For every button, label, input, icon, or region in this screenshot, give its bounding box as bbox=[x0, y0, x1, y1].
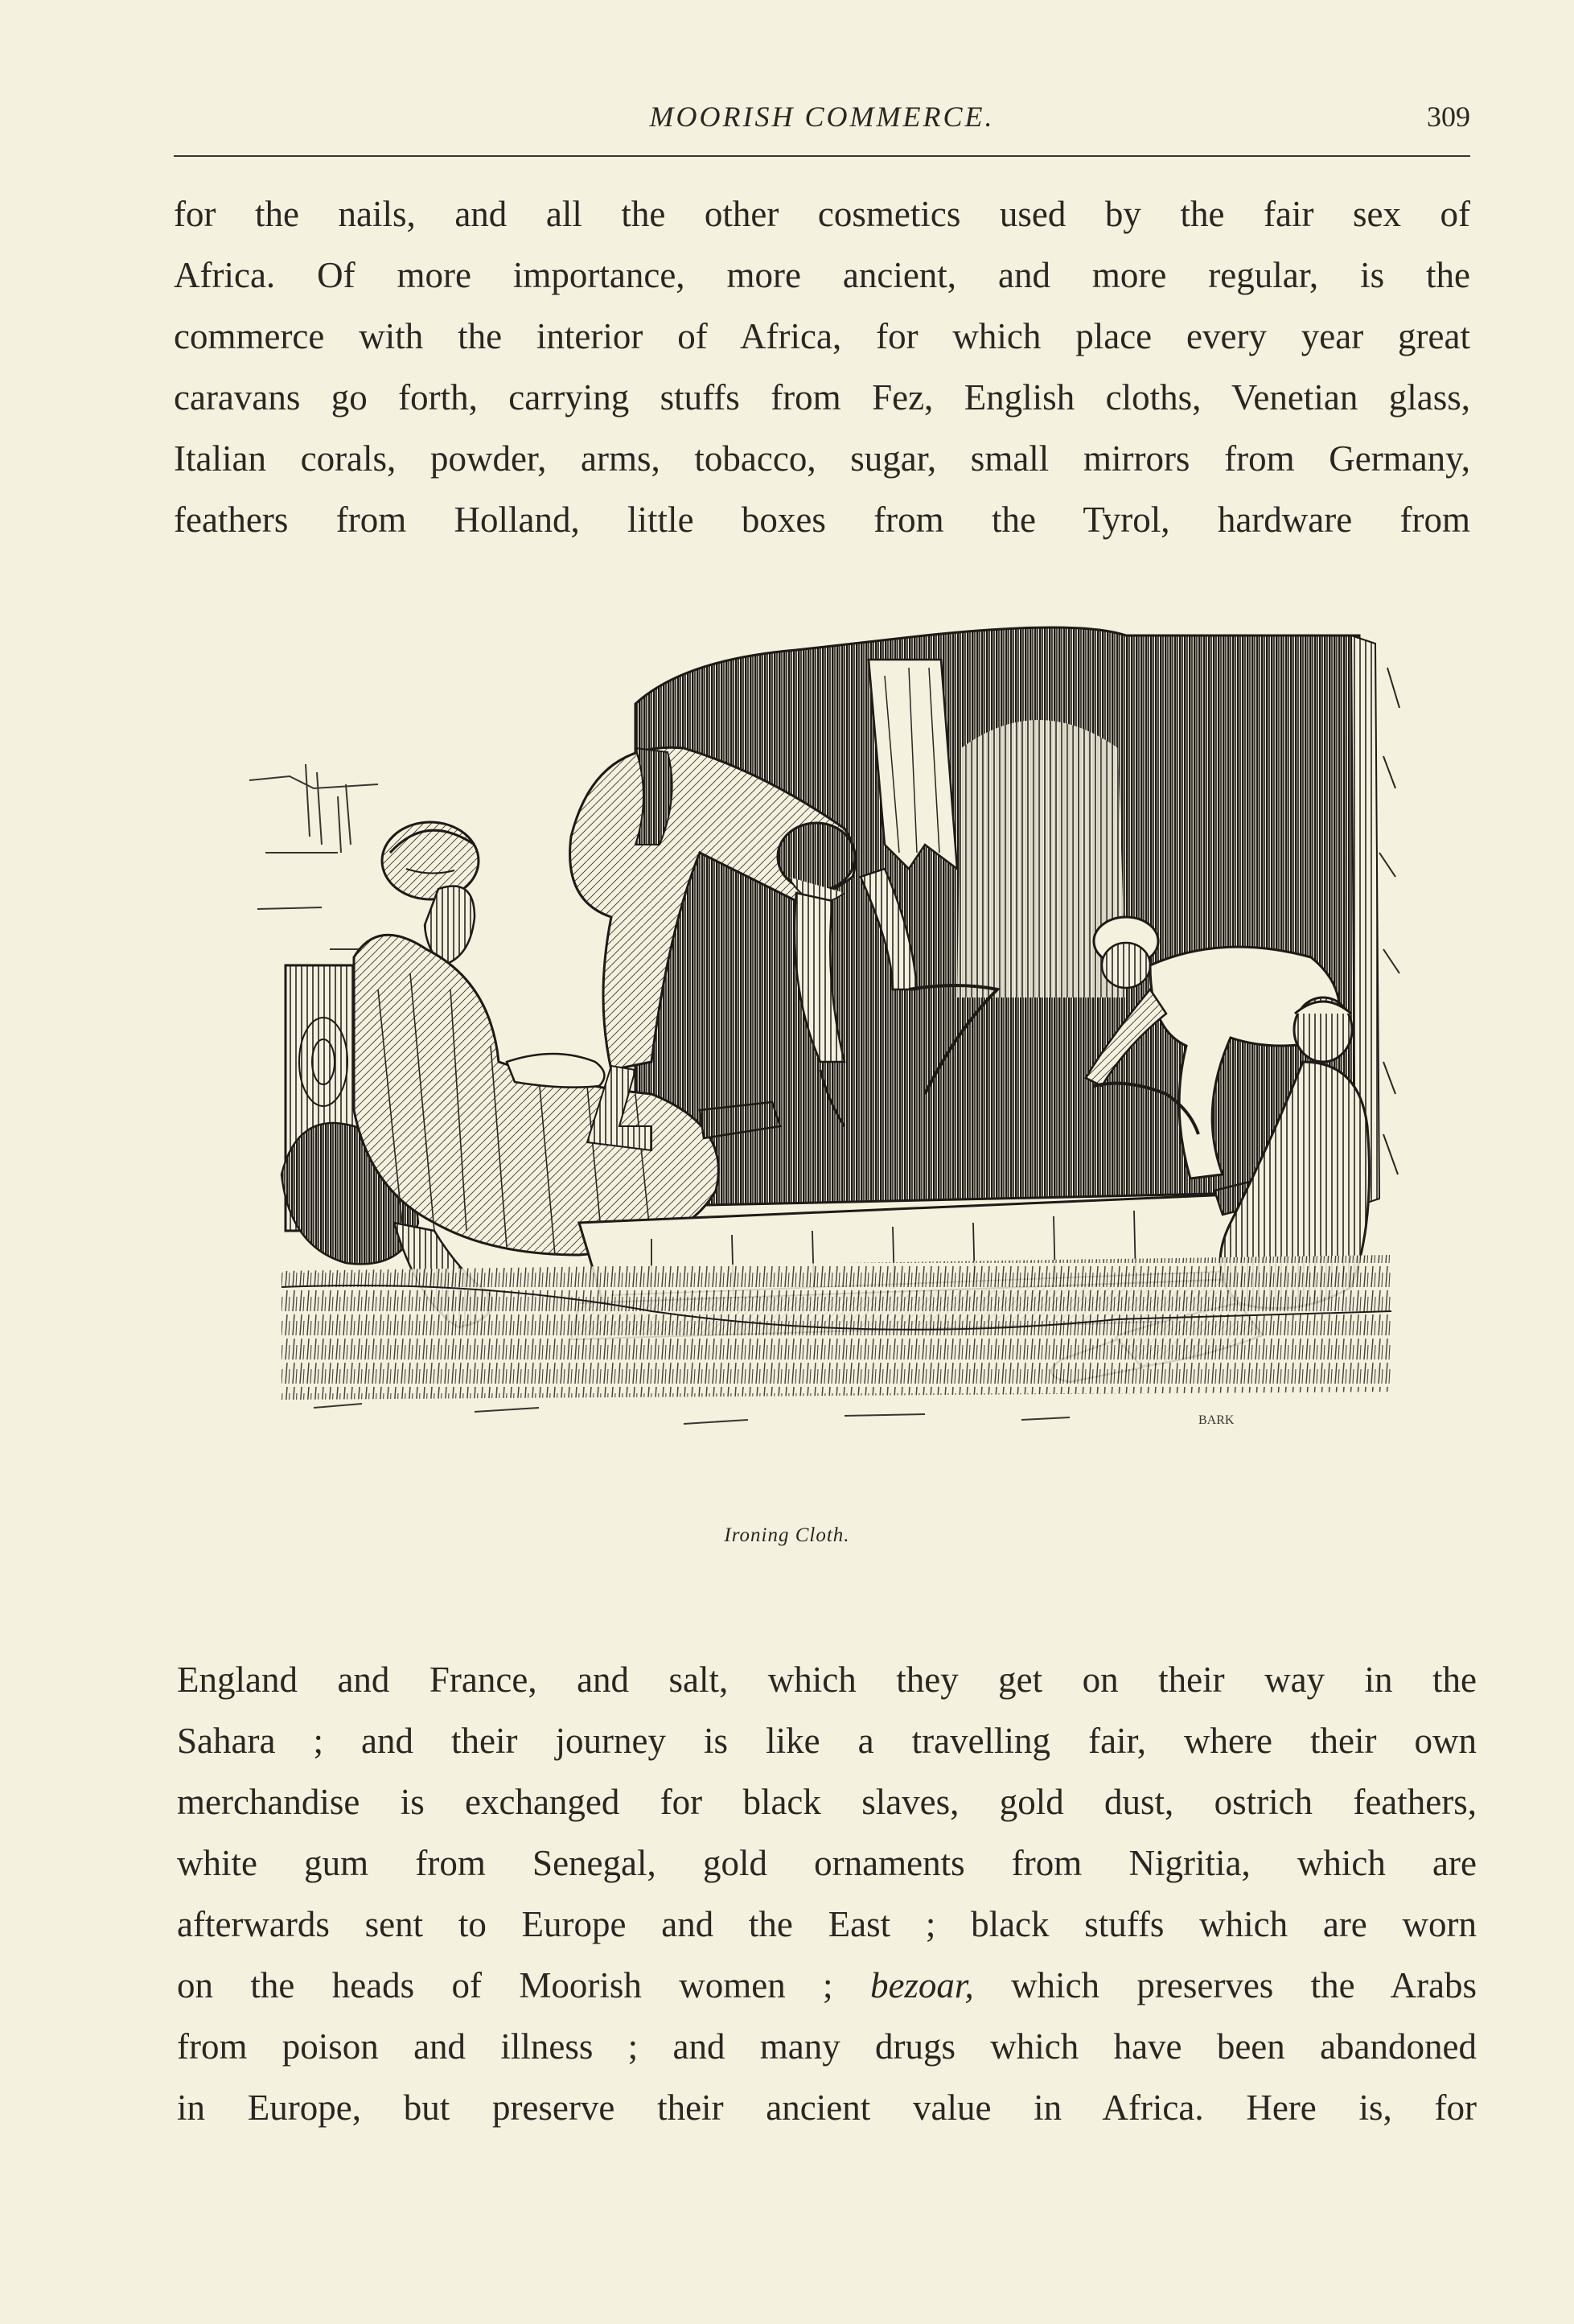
ironing-cloth-engraving bbox=[233, 611, 1408, 1496]
text-line: Sahara ; and their journey is like a travelling fair, where their own bbox=[177, 1721, 1477, 1761]
running-title: MOORISH COMMERCE. bbox=[649, 101, 995, 133]
text-line: merchandise is exchanged for black slaves, gold dust, ostrich feathers, bbox=[177, 1782, 1477, 1822]
running-head bbox=[174, 95, 1470, 143]
text-line: commerce with the interior of Africa, for which place every year great bbox=[174, 316, 1470, 356]
text-line: afterwards sent to Europe and the East ; black stuffs which are worn bbox=[177, 1904, 1477, 1944]
text-line: from poison and illness ; and many drugs which have been abandoned bbox=[177, 2026, 1477, 2067]
text-line: in Europe, but preserve their ancient value in Africa. Here is, for bbox=[177, 2087, 1477, 2128]
text-line: for the nails, and all the other cosmetics used by the fair sex of bbox=[174, 194, 1470, 234]
text-line: England and France, and salt, which they get on their way in the bbox=[177, 1660, 1477, 1700]
text-line: feathers from Holland, little boxes from the Tyrol, hardware from bbox=[174, 500, 1470, 540]
text-line: Italian corals, powder, arms, tobacco, sugar, small mirrors from Germany, bbox=[174, 438, 1470, 479]
italic-term-bezoar: bezoar, bbox=[869, 1965, 974, 2005]
bottom-paragraph bbox=[177, 1649, 1477, 2138]
header-rule bbox=[174, 155, 1470, 157]
top-paragraph bbox=[174, 183, 1470, 550]
figure-caption: Ironing Cloth. bbox=[724, 1524, 850, 1546]
engraving-illustration bbox=[233, 611, 1408, 1496]
text-line-with-italic bbox=[177, 1955, 1477, 2016]
text-line: white gum from Senegal, gold ornaments from Nigritia, which are bbox=[177, 1843, 1477, 1883]
line-text-before: on the heads of Moorish women ; bbox=[177, 1965, 833, 2005]
text-line: Africa. Of more importance, more ancient, and more regular, is the bbox=[174, 255, 1470, 295]
line-text-after: which preserves the Arabs bbox=[1011, 1965, 1477, 2005]
page-number: 309 bbox=[1427, 101, 1470, 133]
text-line: caravans go forth, carrying stuffs from Fez, English cloths, Venetian glass, bbox=[174, 377, 1470, 417]
engraver-mark: BARK bbox=[1198, 1413, 1235, 1427]
